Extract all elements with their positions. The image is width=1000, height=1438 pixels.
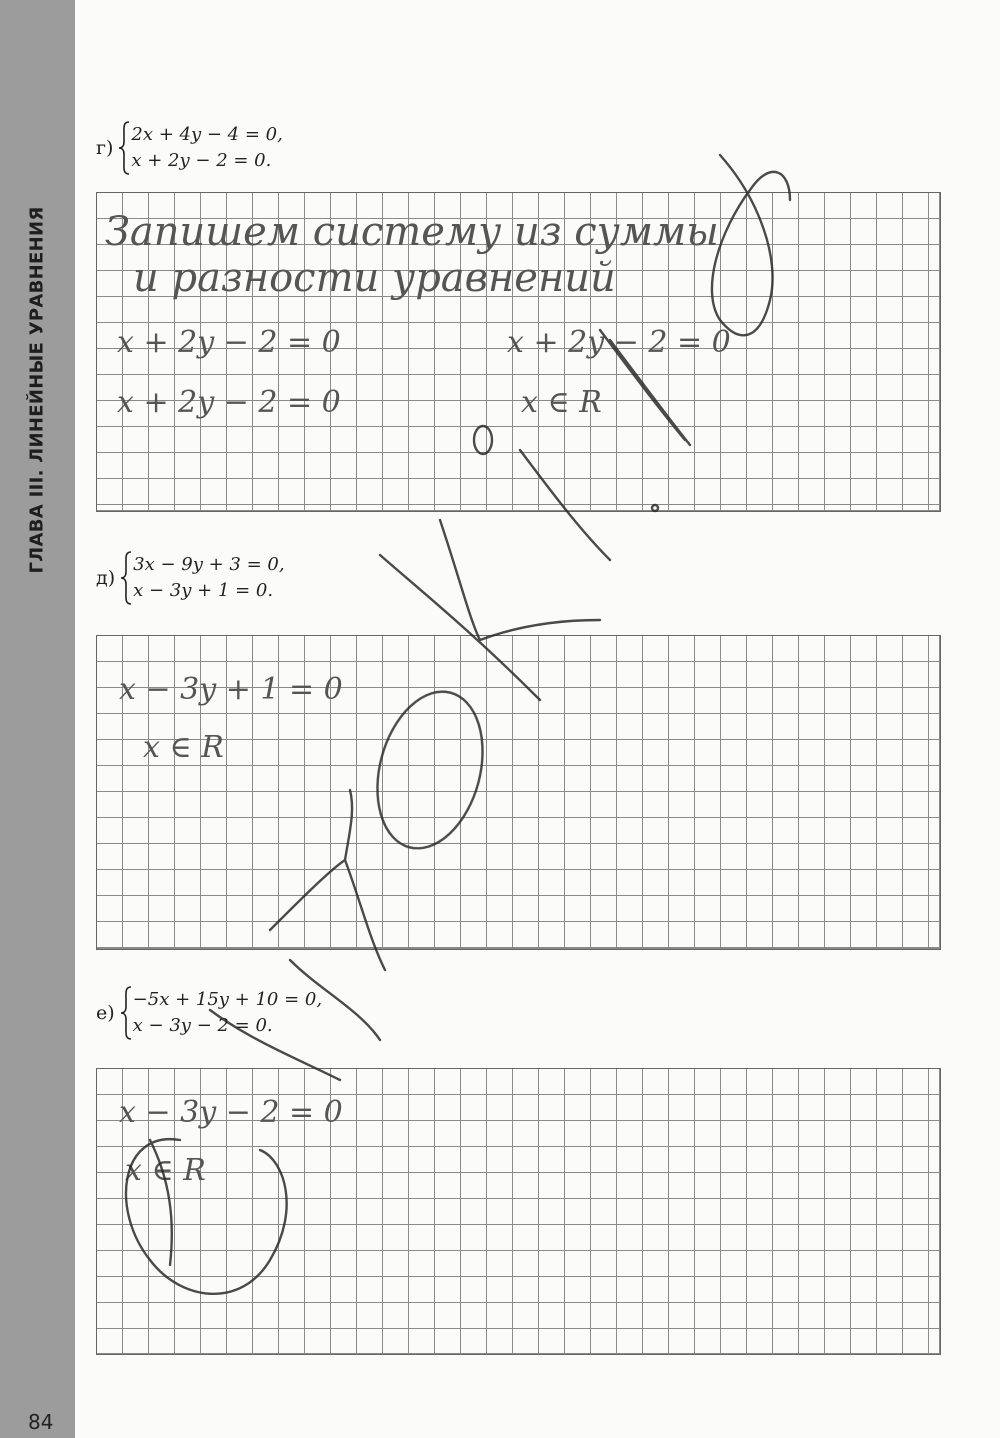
handwritten-eq-left-1: x + 2y − 2 = 0 [117,325,341,360]
problem-d [96,550,285,606]
answer-grid-g [96,192,941,512]
system-brace-icon [117,120,131,176]
handwritten-eq-2: x ∈ R [143,730,224,765]
page-number: 84 [28,1410,54,1434]
equation-2: x − 3y − 2 = 0. [132,1015,273,1036]
equation-1: −5x + 15y + 10 = 0, [132,989,323,1010]
equation-system [131,124,282,172]
handwritten-line-2: и разности уравнений [133,255,616,301]
chapter-title: ГЛАВА III. ЛИНЕЙНЫЕ УРАВНЕНИЯ [26,206,48,574]
problem-label: е) [96,1002,115,1024]
handwritten-line-1: Запишем систему из суммы [105,209,719,255]
equation-1: 2x + 4y − 4 = 0, [131,124,283,145]
system-brace-icon [119,985,133,1041]
answer-grid-d [96,635,941,950]
handwritten-eq-1: x − 3y + 1 = 0 [119,672,343,707]
handwritten-eq-2: x ∈ R [125,1153,206,1188]
problem-label: д) [96,567,116,589]
problem-g [96,120,283,176]
answer-grid-e [96,1068,941,1355]
handwritten-eq-right-1: x + 2y − 2 = 0 [507,325,731,360]
handwritten-eq-right-2: x ∈ R [521,385,602,420]
problem-e [96,985,322,1041]
handwritten-eq-1: x − 3y − 2 = 0 [119,1095,343,1130]
handwritten-eq-left-2: x + 2y − 2 = 0 [117,385,341,420]
equation-system [133,989,322,1037]
equation-1: 3x − 9y + 3 = 0, [133,554,285,575]
equation-2: x − 3y + 1 = 0. [133,580,274,601]
equation-system [133,554,284,602]
equation-2: x + 2y − 2 = 0. [131,150,272,171]
problem-label: г) [96,137,114,159]
system-brace-icon [119,550,133,606]
